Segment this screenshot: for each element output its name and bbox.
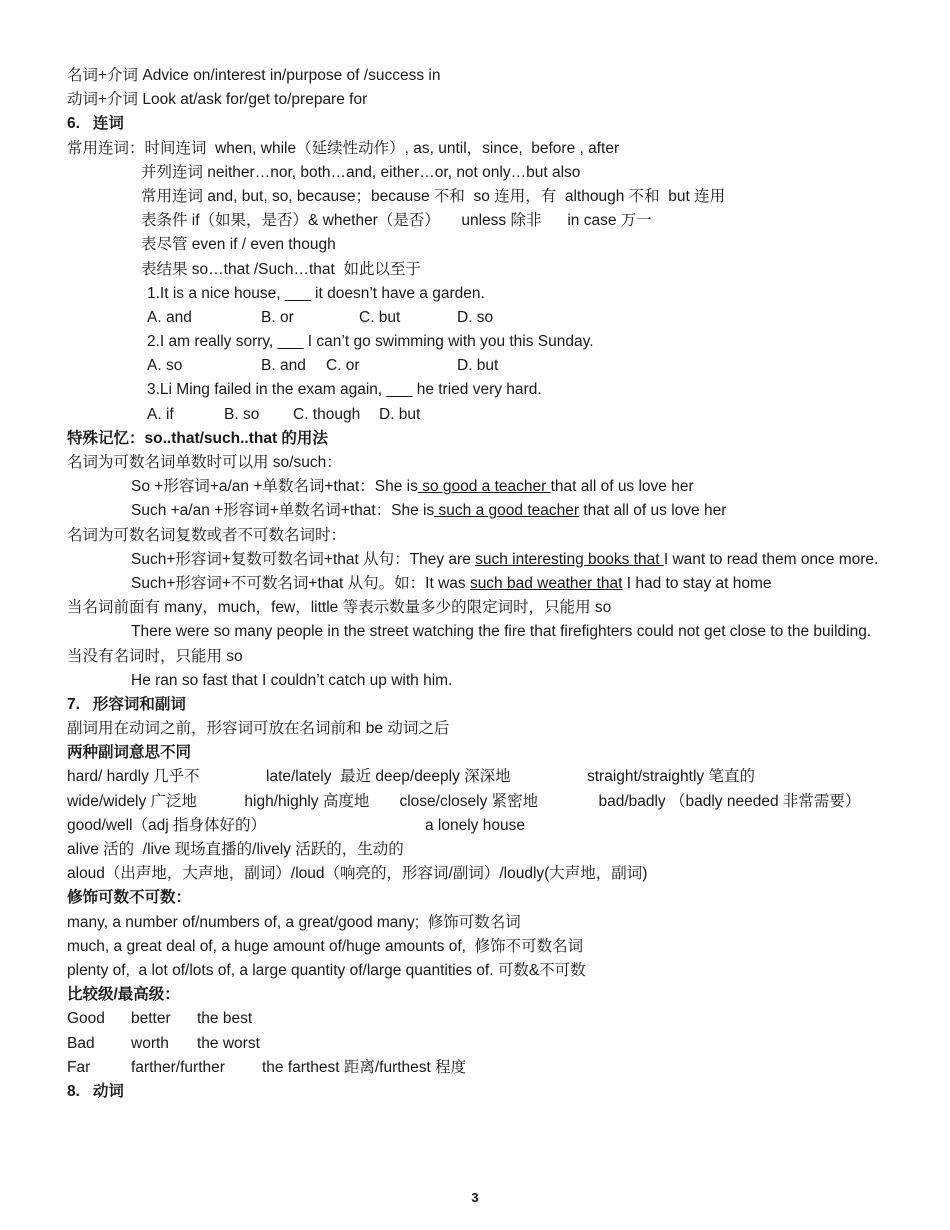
text-line: 常用连词 and, but, so, because；because 不和 so 连用，有 although 不和 but 连用 (141, 187, 726, 205)
option: A. if (147, 405, 174, 423)
subheading-countable: 修饰可数不可数： (67, 889, 192, 907)
text-paragraph (0, 548, 950, 572)
text-line (0, 475, 950, 499)
text-paragraph: There were so many people in the street watching the fire that firefighters could not get close to the building. (131, 623, 872, 641)
comparison-base: Bad (67, 1034, 95, 1052)
comparison-row (0, 1007, 950, 1031)
exercise-options-2 (0, 354, 950, 378)
text-line: 当名词前面有 many，much，few，little 等表示数量多少的限定词时，只能用 so (67, 599, 612, 617)
text-paragraph: wide/widely 广泛地 high/highly 高度地 close/closely 紧密地 bad/badly （badly needed 非常需要） (67, 792, 861, 810)
comparison-row (0, 1056, 950, 1080)
comparison-superlative: the best (197, 1010, 253, 1028)
underlined-example: so good a teacher (417, 478, 551, 496)
text-span: Such+形容词+不可数名词+that 从句。如：It was (131, 574, 470, 592)
underlined-example: such bad weather that (469, 574, 623, 592)
text-line: 表尽管 even if / even though (141, 236, 336, 254)
text-line: plenty of, a lot of/lots of, a large quantity of/large quantities of. 可数&不可数 (67, 961, 586, 979)
text-line: 名词+介词 Advice on/interest in/purpose of /success in (67, 67, 441, 84)
exercise-question-2: 2.I am really sorry, ___ I can’t go swimming with you this Sunday. (147, 333, 594, 351)
text-line: much, a great deal of, a huge amount of/huge amounts of, 修饰不可数名词 (67, 937, 584, 955)
text-span: late/lately 最近 deep/deeply 深深地 (266, 768, 511, 786)
exercise-question-1: 1.It is a nice house, ___ it doesn’t have a garden. (147, 284, 485, 302)
exercise-question-3: 3.Li Ming failed in the exam again, ___ he tried very hard. (147, 381, 542, 399)
option: D. so (457, 308, 494, 326)
section-heading-8: 8. 动词 (67, 1082, 124, 1100)
option: D. but (457, 357, 499, 375)
text-line (0, 765, 950, 789)
text-span: straight/straightly 笔直的 (587, 768, 755, 786)
comparison-superlative: the farthest 距离/furthest 程度 (262, 1058, 467, 1076)
comparison-comparative: better (131, 1010, 171, 1028)
comparison-row (0, 1032, 950, 1056)
text-line (0, 814, 950, 838)
text-span: I had to stay at home (622, 574, 772, 592)
text-span: a lonely house (425, 816, 525, 834)
text-span: hard/ hardly 几乎不 (67, 768, 200, 786)
underlined-example: such a good teacher (434, 502, 580, 520)
text-line: 表条件 if（如果，是否）& whether（是否） unless 除非 in case 万一 (141, 212, 652, 230)
text-span: that all of us love her (579, 502, 727, 520)
subheading-comparison: 比较级/最高级： (67, 986, 180, 1004)
text-span: that all of us love her (550, 478, 694, 496)
document-page (0, 64, 950, 1104)
text-line: 当没有名词时，只能用 so (67, 647, 243, 665)
text-line: 动词+介词 Look at/ask for/get to/prepare for (67, 91, 368, 109)
option: D. but (379, 405, 421, 423)
text-span: Such +a/an +形容词+单数名词+that：She is (131, 502, 435, 520)
option: C. or (326, 357, 360, 375)
option: B. and (261, 357, 306, 375)
text-line: many, a number of/numbers of, a great/good many; 修饰可数名词 (67, 913, 521, 931)
option: A. so (147, 357, 183, 375)
text-line: 名词为可数名词单数时可以用 so/such： (67, 454, 342, 471)
text-span: good/well（adj 指身体好的） (67, 816, 266, 834)
text-line: 表结果 so…that /Such…that 如此以至于 (141, 260, 421, 278)
underlined-example: such interesting books that (475, 550, 664, 568)
text-line: aloud（出声地，大声地，副词）/loud（响亮的，形容词/副词）/loudly(大声地，副词) (67, 865, 648, 883)
subheading-so-that: 特殊记忆：so..that/such..that 的用法 (67, 429, 328, 447)
exercise-options-1 (0, 306, 950, 330)
text-line: 副词用在动词之前，形容词可放在名词前和 be 动词之后 (67, 720, 450, 738)
exercise-options-3 (0, 403, 950, 427)
comparison-base: Good (67, 1010, 105, 1028)
option: C. but (359, 308, 401, 326)
option: B. so (224, 405, 260, 423)
text-line: He ran so fast that I couldn’t catch up with him. (131, 671, 453, 689)
subheading-adverbs: 两种副词意思不同 (67, 744, 192, 762)
comparison-comparative: worth (131, 1034, 169, 1052)
option: B. or (261, 308, 294, 326)
text-line: 并列连词 neither…nor, both…and, either…or, not only…but also (141, 163, 581, 181)
comparison-base: Far (67, 1058, 91, 1076)
text-span: I want to read them once more. (663, 550, 879, 568)
option: C. though (293, 405, 361, 423)
text-span: So +形容词+a/an +单数名词+that：She is (131, 478, 418, 496)
text-line: 常用连词：时间连词 when, while（延续性动作）, as, until，since, before , after (67, 139, 620, 157)
option: A. and (147, 308, 192, 326)
page-number: 3 (471, 1190, 479, 1205)
text-line (0, 499, 950, 523)
text-span: Such+形容词+复数可数名词+that 从句：They are (131, 550, 476, 568)
text-line (0, 572, 950, 596)
text-line: 名词为可数名词复数或者不可数名词时： (67, 526, 347, 544)
comparison-comparative: farther/further (131, 1058, 225, 1076)
comparison-superlative: the worst (197, 1034, 260, 1052)
section-heading-6: 6. 连词 (67, 115, 124, 133)
text-line: alive 活的 /live 现场直播的/lively 活跃的，生动的 (67, 841, 404, 859)
section-heading-7: 7. 形容词和副词 (67, 695, 186, 713)
